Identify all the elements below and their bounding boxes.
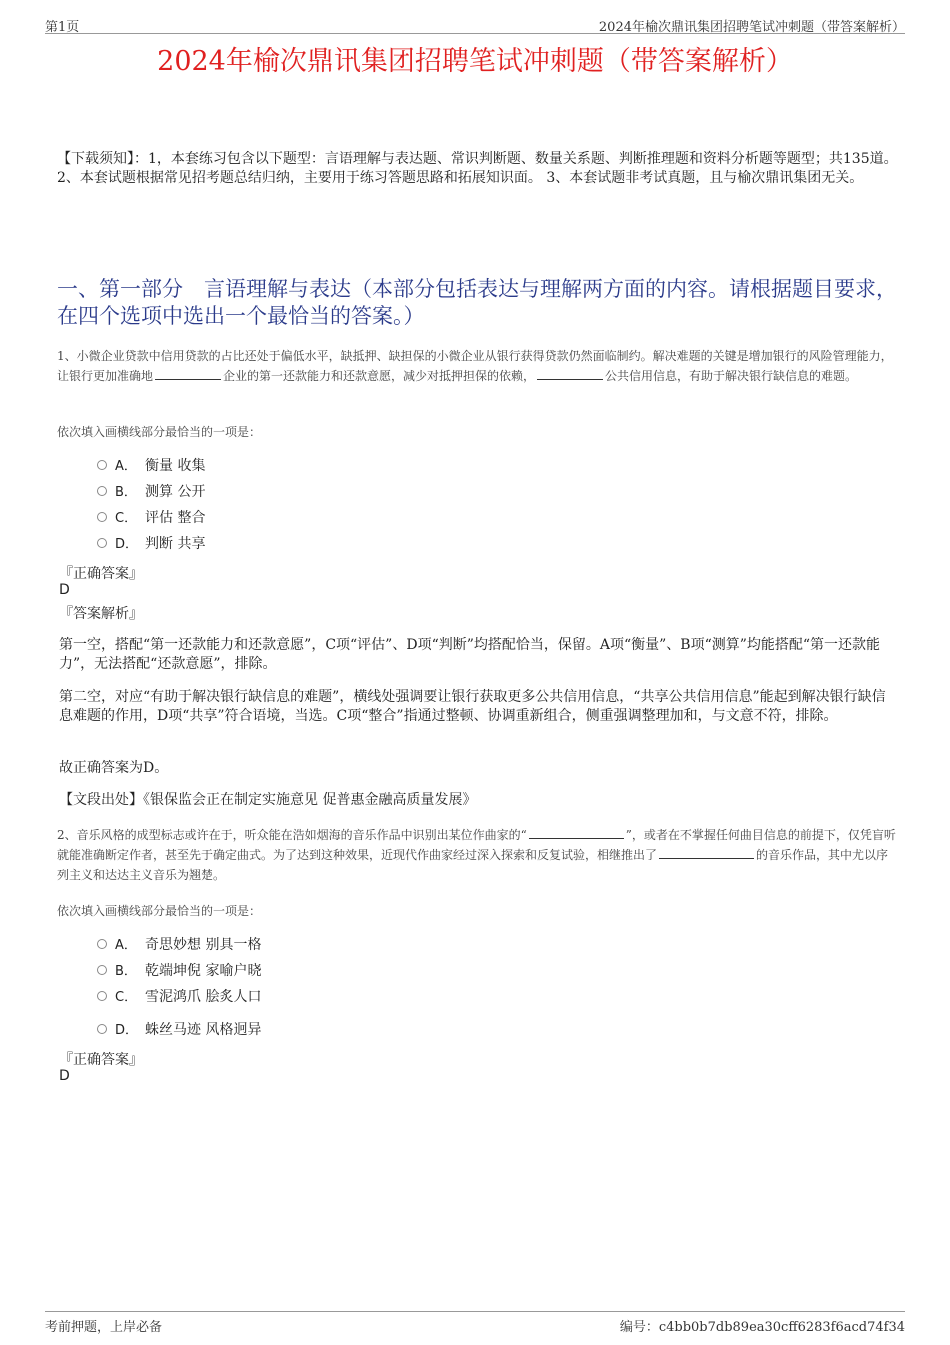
radio-icon[interactable] xyxy=(97,965,107,975)
question-2-text: 2、音乐风格的成型标志或许在于，听众能在浩如烟海的音乐作品中识别出某位作曲家的“ ”，或者在不掌握任何曲目信息的前提下，仅凭盲听就能准确断定作者，甚至先于确定曲式。为了达到这种效果，近现代作曲家经过深入探索和反复试验，相继推出了 的音乐作品，其中尤以序列主义和达达主义音乐为翘楚。 xyxy=(57,828,896,882)
footer-slogan: 考前押题，上岸必备 xyxy=(45,1320,163,1335)
analysis-label: 『答案解析』 xyxy=(59,606,143,622)
question-2-option-c[interactable]: C． 雪泥鸿爪 脍炙人口 xyxy=(97,986,261,1008)
page-footer xyxy=(45,1311,905,1335)
question-2-prompt: 依次填入画横线部分最恰当的一项是： xyxy=(57,904,262,918)
question-2-option-b[interactable]: B． 乾端坤倪 家喻户晓 xyxy=(97,960,261,982)
document-title: 2024年榆次鼎讯集团招聘笔试冲刺题（带答案解析） xyxy=(157,46,793,77)
question-1-text: 1、小微企业贷款中信用贷款的占比还处于偏低水平，缺抵押、缺担保的小微企业从银行获得贷款仍然面临制约。解决难题的关键是增加银行的风险管理能力，让银行更加准确地 企业的第一还款能力和还款意愿，减少对抵押担保的依赖， 公共信用信息，有助于解决银行缺信息的难题。 xyxy=(57,349,893,383)
radio-icon[interactable] xyxy=(97,538,107,548)
analysis-paragraph: 第一空，搭配“第一还款能力和还款意愿”，C项“评估”、D项“判断”均搭配恰当，保留。A项“衡量”、B项“测算”均能搭配“第一还款能力”，无法搭配“还款意愿”，排除。 xyxy=(59,637,881,672)
footer-doc-id: 编号：c4bb0b7db89ea30cff6283f6acd74f34 xyxy=(619,1320,905,1335)
radio-icon[interactable] xyxy=(97,512,107,522)
blank-line xyxy=(529,827,624,839)
answer-label: 『正确答案』 xyxy=(59,1052,143,1068)
radio-icon[interactable] xyxy=(97,1024,107,1034)
question-1-option-d[interactable]: D． 判断 共享 xyxy=(97,533,205,555)
answer-value: D xyxy=(59,582,70,598)
radio-icon[interactable] xyxy=(97,939,107,949)
answer-value: D xyxy=(59,1068,70,1084)
radio-icon[interactable] xyxy=(97,486,107,496)
page-header xyxy=(45,14,905,34)
blank-line xyxy=(155,368,221,380)
question-1-prompt: 依次填入画横线部分最恰当的一项是： xyxy=(57,425,262,439)
source-citation: 【文段出处】《银保监会正在制定实施意见 促普惠金融高质量发展》 xyxy=(59,792,477,808)
question-1-option-a[interactable]: A． 衡量 收集 xyxy=(97,455,205,477)
header-doc-title: 2024年榆次鼎讯集团招聘笔试冲刺题（带答案解析） xyxy=(598,20,905,35)
question-1-option-c[interactable]: C． 评估 整合 xyxy=(97,507,205,529)
answer-label: 『正确答案』 xyxy=(59,566,143,582)
blank-line xyxy=(537,368,603,380)
question-1-option-b[interactable]: B． 测算 公开 xyxy=(97,481,205,503)
radio-icon[interactable] xyxy=(97,460,107,470)
analysis-paragraph: 第二空，对应“有助于解决银行缺信息的难题”，横线处强调要让银行获取更多公共信用信息，“共享公共信用信息”能起到解决银行缺信息难题的作用，D项“共享”符合语境，当选。C项“整合”指通过整顿、协调重新组合，侧重强调整理加和，与文意不符，排除。 xyxy=(59,689,886,724)
question-2-option-d[interactable]: D． 蛛丝马迹 风格迥异 xyxy=(97,1019,261,1041)
section-heading: 一、第一部分 言语理解与表达（本部分包括表达与理解两方面的内容。请根据题目要求，在四个选项中选出一个最恰当的答案。） xyxy=(57,277,897,328)
download-notice: 【下载须知】：1，本套练习包含以下题型：言语理解与表达题、常识判断题、数量关系题、判断推理题和资料分析题等题型；共135道。 2、本套试题根据常见招考题总结归纳，主要用于练习答题思路和拓展知识面。 3、本套试题非考试真题，且与榆次鼎讯集团无关。 xyxy=(57,151,898,186)
analysis-conclusion: 故正确答案为D。 xyxy=(59,760,169,776)
question-2-option-a[interactable]: A． 奇思妙想 别具一格 xyxy=(97,934,261,956)
blank-line xyxy=(659,847,754,859)
radio-icon[interactable] xyxy=(97,991,107,1001)
page-number: 第1页 xyxy=(45,20,80,35)
